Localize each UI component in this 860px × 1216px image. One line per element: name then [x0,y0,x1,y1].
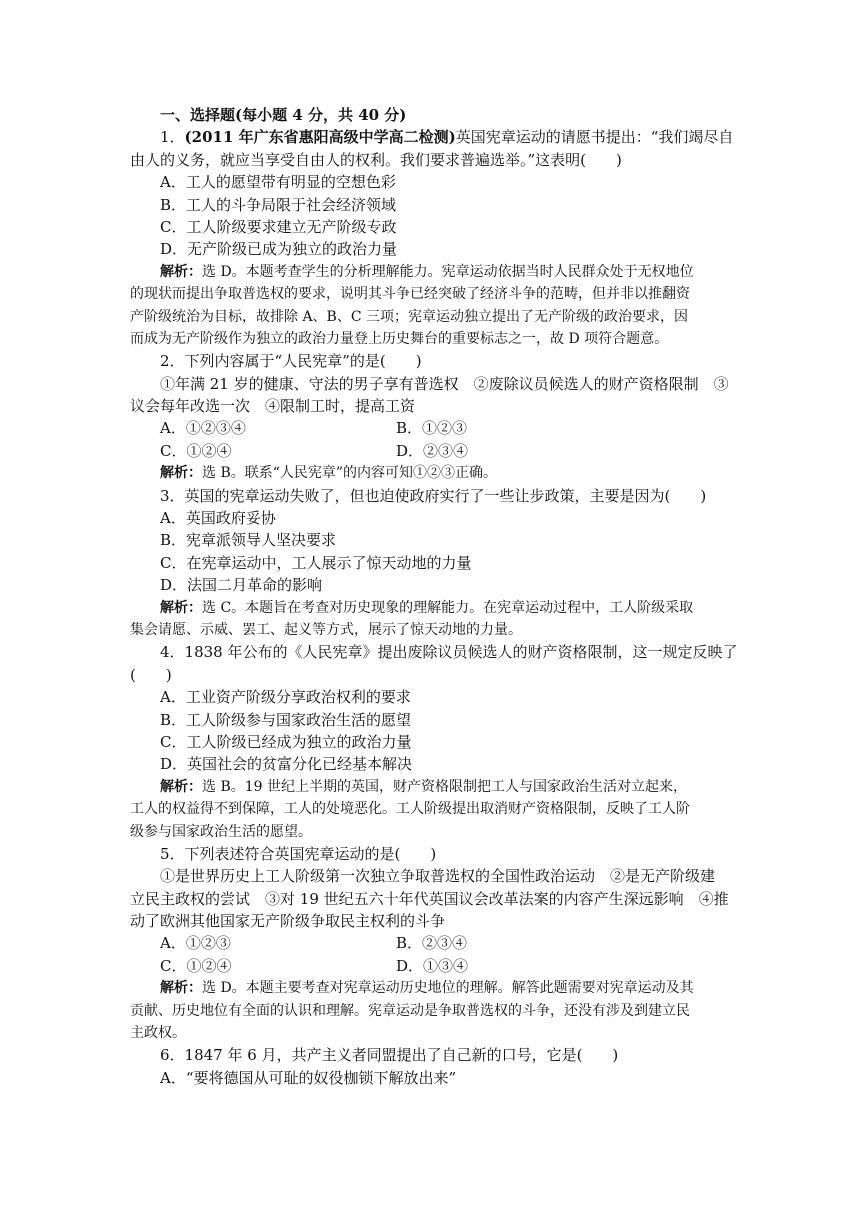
analysis-label: 解析： [160,980,202,997]
question-4-option-b: B．工人阶级参与国家政治生活的愿望 [160,710,412,729]
question-2-options-row-2 [130,440,736,462]
question-5-stem-line-4: 动了欧洲其他国家无产阶级争取民主权利的斗争 [130,912,446,931]
question-6-stem-line-1: 6．1847 年 6 月，共产主义者同盟提出了自己新的口号，它是( ) [160,1046,619,1065]
question-5-option-c: C．①②④ [160,956,232,975]
question-3-option-d: D．法国二月革命的影响 [160,576,323,595]
question-2-stem-line-1: 2．下列内容属于“人民宪章”的是( ) [160,352,422,371]
analysis-label: 解析： [160,778,202,795]
question-6-option-a: A．“要将德国从可耻的奴役枷锁下解放出来” [160,1068,457,1087]
question-2-option-d: D．②③④ [396,441,469,460]
question-3-analysis-line-1: 解析：选 C。本题旨在考查对历史现象的理解能力。在宪章运动过程中，工人阶级采取 [160,599,694,616]
question-5-stem-line-2: ①是世界历史上工人阶级第一次独立争取普选权的全国性政治运动 ②是无产阶级建 [160,867,716,886]
question-4-analysis-line-2: 工人的权益得不到保障，工人的处境恶化。工人阶级提出取消财产资格限制，反映了工人阶 [130,801,690,818]
question-2-option-a: A．①②③④ [160,419,246,438]
question-5-options-row-2 [130,955,736,977]
question-1-stem-line-2: 由人的义务，就应当享受自由人的权利。我们要求普遍选举。”这表明( ) [130,150,622,169]
question-4-stem-line-1: 4．1838 年公布的《人民宪章》提出废除议员候选人的财产资格限制，这一规定反映了 [160,643,738,662]
question-1-analysis-line-2: 的现状而提出争取普选权的要求，说明其斗争已经突破了经济斗争的范畴，但并非以推翻资 [130,286,690,303]
question-5-option-b: B．②③④ [396,934,468,953]
question-3-option-a: A．英国政府妥协 [160,509,276,528]
question-1-stem-line-1: 1．(2011 年广东省惠阳高级中学高二检测)英国宪章运动的请愿书提出：“我们竭尽自 [160,128,734,147]
question-1-analysis-line-4: 而成为无产阶级作为独立的政治力量登上历史舞台的重要标志之一，故 D 项符合题意。 [130,330,669,347]
question-5-stem-line-1: 5．下列表述符合英国宪章运动的是( ) [160,844,437,863]
question-2-stem-line-3: 议会每年改选一次 ④限制工时，提高工资 [130,397,416,416]
document-page [130,104,736,1089]
question-4-analysis-line-1: 解析：选 B。19 世纪上半期的英国，财产资格限制把工人与国家政治生活对立起来， [160,778,688,795]
question-4-option-a: A．工业资产阶级分享政治权利的要求 [160,688,411,707]
question-2-analysis-line-1: 解析：选 B。联系“人民宪章”的内容可知①②③正确。 [160,465,498,482]
question-2-option-c: C．①②④ [160,441,232,460]
analysis-label: 解析： [160,599,202,616]
question-1-analysis-line-3: 产阶级统治为目标，故排除 A、B、C 三项；宪章运动独立提出了无产阶级的政治要求，因 [130,308,689,325]
question-2-options-row-1 [130,417,736,439]
question-1-option-d: D．无产阶级已成为独立的政治力量 [160,240,398,259]
question-2-stem-line-2: ①年满 21 岁的健康、守法的男子享有普选权 ②废除议员候选人的财产资格限制 ③ [160,374,729,393]
question-1-option-b: B．工人的斗争局限于社会经济领域 [160,195,397,214]
question-4-analysis-line-3: 级参与国家政治生活的愿望。 [130,823,312,840]
question-5-analysis-line-1: 解析：选 D。本题主要考查对宪章运动历史地位的理解。解答此题需要对宪章运动及其 [160,980,694,997]
question-5-option-d: D．①③④ [396,956,469,975]
question-4-option-c: C．工人阶级已经成为独立的政治力量 [160,732,412,751]
question-5-option-a: A．①②③ [160,934,231,953]
analysis-label: 解析： [160,465,202,482]
question-5-analysis-line-2: 贡献、历史地位有全面的认识和理解。宪章运动是争取普选权的斗争，还没有涉及到建立民 [130,1002,690,1019]
question-5-stem-line-3: 立民主政权的尝试 ③对 19 世纪五六十年代英国议会改革法案的内容产生深远影响 ④推 [130,889,729,908]
question-1-option-a: A．工人的愿望带有明显的空想色彩 [160,173,396,192]
question-3-option-b: B．宪章派领导人坚决要求 [160,531,337,550]
question-1-option-c: C．工人阶级要求建立无产阶级专政 [160,217,397,236]
question-5-analysis-line-3: 主政权。 [130,1025,186,1042]
analysis-label: 解析： [160,263,202,280]
question-3-analysis-line-2: 集会请愿、示威、罢工、起义等方式，展示了惊天动地的力量。 [130,621,522,638]
question-1-source: (2011 年广东省惠阳高级中学高二检测) [184,128,456,147]
question-5-options-row-1 [130,932,736,954]
question-4-option-d: D．英国社会的贫富分化已经基本解决 [160,755,413,774]
section-title: 一、选择题(每小题 4 分，共 40 分) [160,106,407,124]
question-2-option-b: B．①②③ [396,419,468,438]
question-3-option-c: C．在宪章运动中，工人展示了惊天动地的力量 [160,553,472,572]
question-4-stem-line-2: ( ) [130,665,172,684]
question-1-analysis-line-1: 解析：选 D。本题考查学生的分析理解能力。宪章运动依据当时人民群众处于无权地位 [160,263,694,280]
question-3-stem-line-1: 3．英国的宪章运动失败了，但也迫使政府实行了一些让步政策，主要是因为( ) [160,486,707,505]
